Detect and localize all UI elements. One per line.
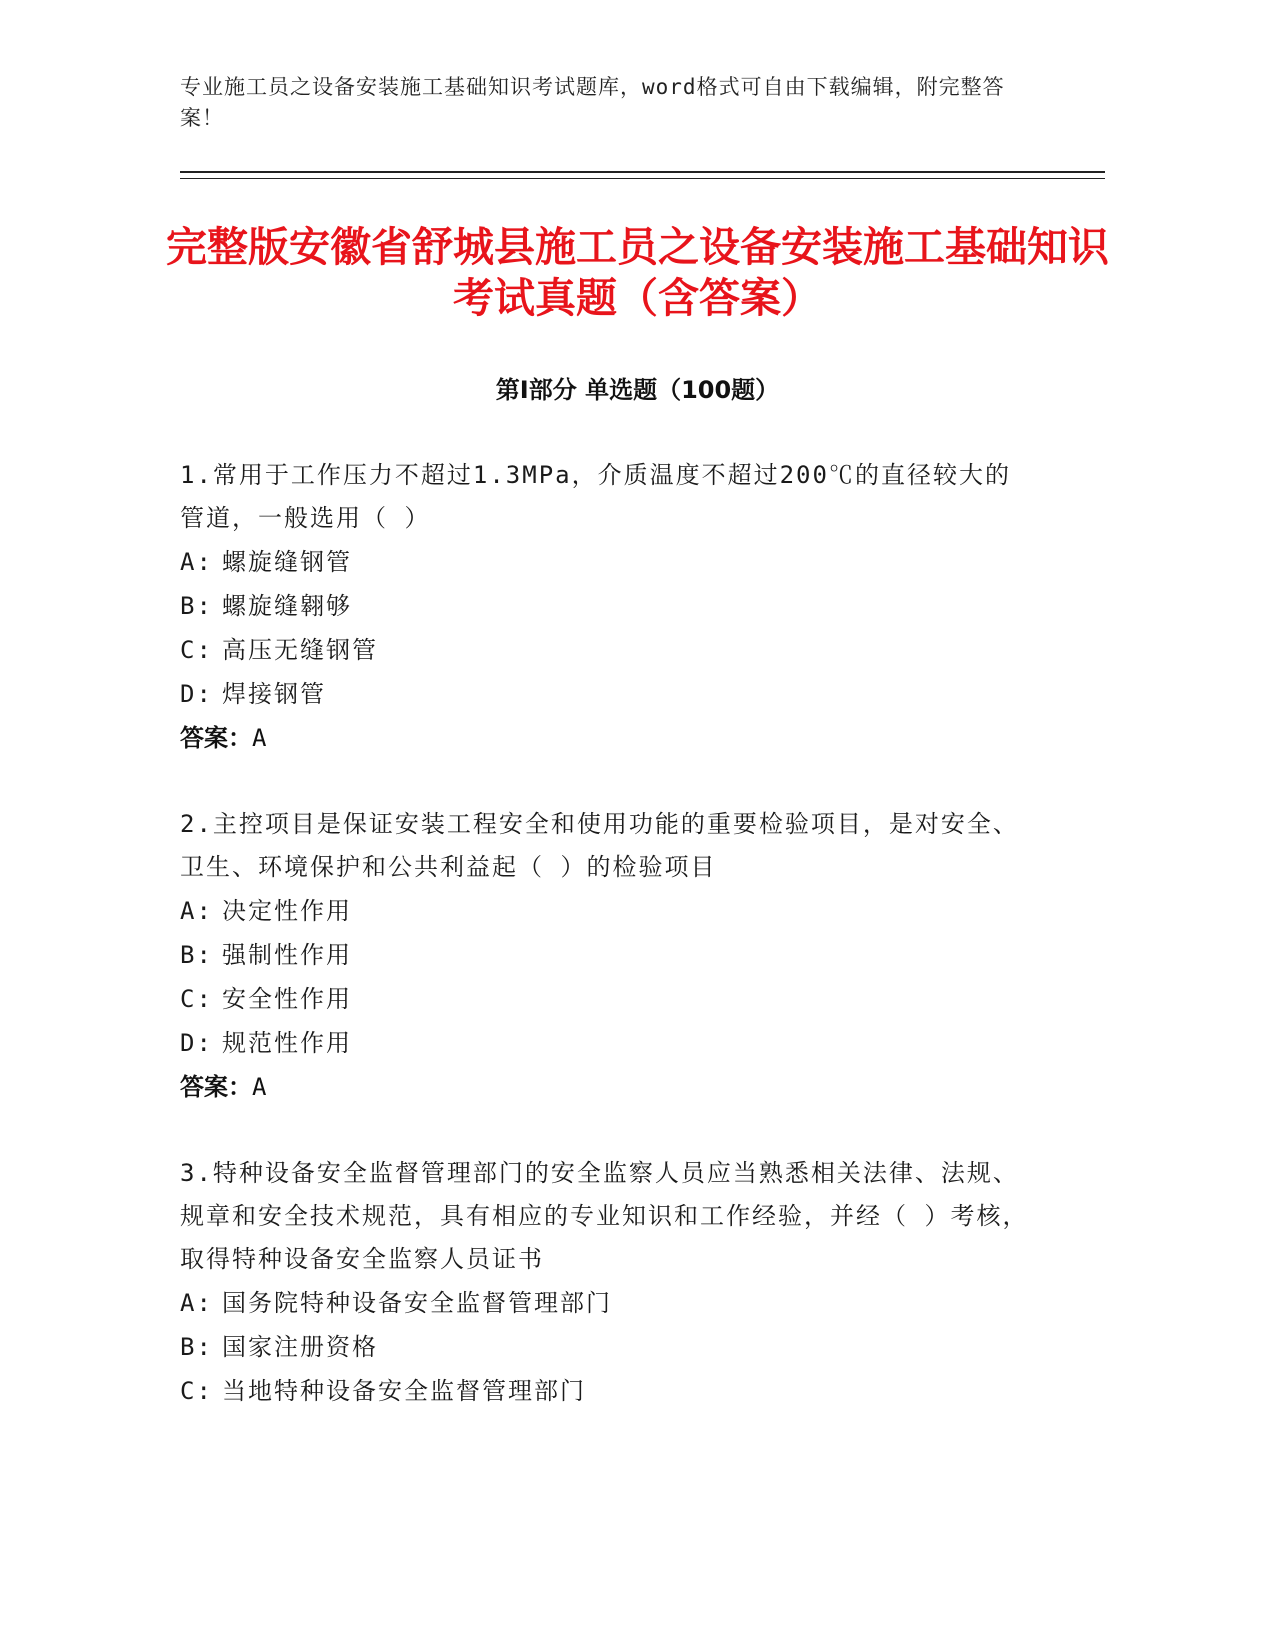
option-key: B:	[180, 1333, 213, 1361]
option-text: 螺旋缝翱够	[222, 592, 352, 620]
question-list	[180, 454, 1030, 1456]
option-text: 安全性作用	[222, 985, 352, 1013]
option-text: 国家注册资格	[222, 1333, 378, 1361]
option-b	[180, 584, 1030, 628]
section-heading: 第Ⅰ部分 单选题（100题）	[495, 376, 780, 404]
document-title: 完整版安徽省舒城县施工员之设备安装施工基础知识考试真题（含答案）	[166, 223, 1109, 322]
option-text: 焊接钢管	[222, 680, 326, 708]
option-d	[180, 672, 1030, 716]
option-text: 规范性作用	[222, 1029, 352, 1057]
question-3	[180, 1152, 1030, 1413]
option-key: A:	[180, 548, 213, 576]
question-2	[180, 803, 1030, 1109]
option-key: C:	[180, 636, 213, 664]
option-c	[180, 1369, 1030, 1413]
header-note: 专业施工员之设备安装施工基础知识考试题库，word格式可自由下载编辑，附完整答案！	[180, 75, 1005, 130]
answer-label: 答案：	[180, 724, 252, 752]
answer-value: A	[252, 1073, 267, 1101]
option-key: C:	[180, 985, 213, 1013]
option-text: 当地特种设备安全监督管理部门	[222, 1377, 586, 1405]
option-text: 决定性作用	[222, 897, 352, 925]
option-c	[180, 628, 1030, 672]
answer-value: A	[252, 724, 267, 752]
question-stem: 3.特种设备安全监督管理部门的安全监察人员应当熟悉相关法律、法规、规章和安全技术规范，具有相应的专业知识和工作经验，并经（ ）考核，取得特种设备安全监察人员证书	[180, 1159, 1029, 1273]
answer-line	[180, 1065, 1030, 1109]
option-b	[180, 933, 1030, 977]
option-a	[180, 540, 1030, 584]
answer-label: 答案：	[180, 1073, 252, 1101]
option-text: 高压无缝钢管	[222, 636, 378, 664]
option-text: 国务院特种设备安全监督管理部门	[222, 1289, 612, 1317]
option-key: C:	[180, 1377, 213, 1405]
option-key: A:	[180, 897, 213, 925]
option-text: 螺旋缝钢管	[222, 548, 352, 576]
option-text: 强制性作用	[222, 941, 352, 969]
option-key: D:	[180, 1029, 213, 1057]
question-stem: 1.常用于工作压力不超过1.3MPa，介质温度不超过200℃的直径较大的管道，一般选用（ ）	[180, 461, 1011, 532]
option-key: B:	[180, 941, 213, 969]
question-1	[180, 454, 1030, 760]
header-rule-thin	[180, 178, 1105, 179]
question-stem: 2.主控项目是保证安装工程安全和使用功能的重要检验项目，是对安全、卫生、环境保护和公共利益起（ ）的检验项目	[180, 810, 1019, 881]
header-rule-thick	[180, 171, 1105, 173]
option-d	[180, 1021, 1030, 1065]
option-a	[180, 889, 1030, 933]
option-c	[180, 977, 1030, 1021]
option-key: A:	[180, 1289, 213, 1317]
option-a	[180, 1281, 1030, 1325]
option-key: B:	[180, 592, 213, 620]
option-b	[180, 1325, 1030, 1369]
option-key: D:	[180, 680, 213, 708]
answer-line	[180, 716, 1030, 760]
